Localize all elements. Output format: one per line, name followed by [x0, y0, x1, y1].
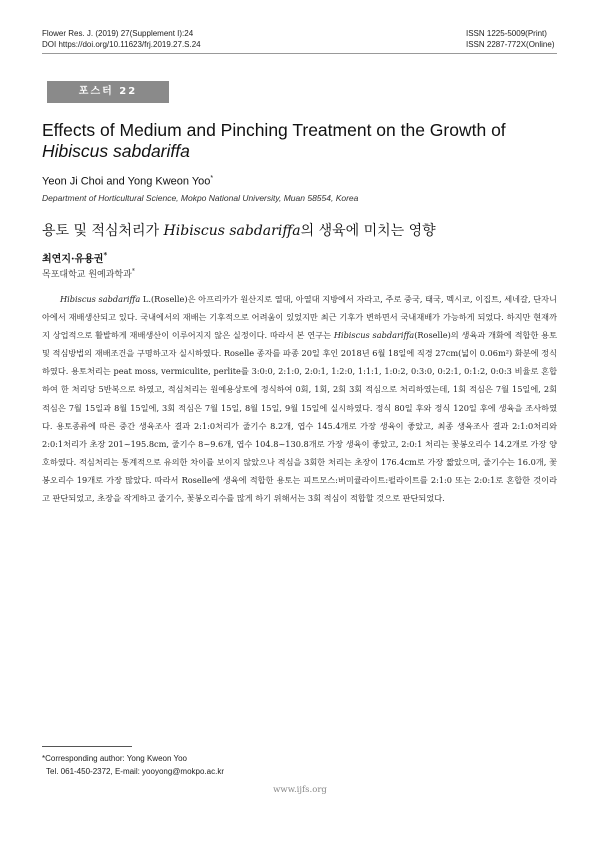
footnote-contact: Tel. 061-450-2372, E-mail: yooyong@mokpo.ac.kr: [46, 767, 224, 776]
authors-korean-names: 최연지·유용권: [42, 254, 104, 265]
issn-online: ISSN 2287-772X(Online): [466, 40, 555, 49]
title-english-species: Hibiscus sabdariffa: [42, 141, 190, 161]
affiliation-korean-mark: *: [131, 268, 135, 275]
authors-korean-mark: *: [103, 250, 108, 260]
abstract-paragraph: [42, 290, 557, 507]
title-korean-before: 용토 및 적심처리가: [42, 223, 164, 239]
journal-website[interactable]: www.ijfs.org: [273, 785, 327, 795]
affiliation-korean-text: 목포대학교 원예과학과: [42, 270, 132, 280]
authors-korean: [42, 250, 107, 265]
affiliation-english: Department of Horticultural Science, Mokpo National University, Muan 58554, Korea: [42, 193, 359, 203]
footnote-divider: [42, 746, 132, 747]
abstract: [42, 290, 557, 507]
abstract-text-2: (Roselle)의 생육과 개화에 적합한 용토 및 적심방법의 재배조건을 구명하고자 실시하였다. Roselle 종자를 파종 20일 후인 2018년 6월 18일에 직경 27cm(넓이 0.06m²) 화분에 정식하였다. 용토처리는 peat moss, vermiculite, perlite를 3:0:0, 2:1:0, 2:0:1, 1:2:0, 1:1:1, 1:0:2, 0:3:0, 0:2:1, 0:1:2, 0:0:3 비율로 혼합하여 한 처리당 5반복으로 하였고, 적심처리는 원예용상토에 정식하여 0회, 1회, 2회 3회 적심으로 처리하였는데, 1회 적심은 7월 15일에, 2회 적심은 7월 15일과 8월 15일에, 3회 적심은 7월 15일, 8월 15일, 9월 15일에 실시하였다. 정식 80일 후와 정식 120일 후에 생육을 조사하였다. 용토종류에 따른 중간 생육조사 결과 2:1:0처리가 줄기수 8.2개, 엽수 145.4개로 가장 생육이 좋았고, 최종 생육조사 결과 2:1:0처리와 2:0:1처리가 초장 201~195.8cm, 줄기수 8~9.6개, 엽수 104.8~130.8개로 가장 생육이 좋았고, 2:0:1 처리는 꽃봉오리수 14.2개로 가장 양호하였다. 적심처리는 통계적으로 유의한 차이를 보이지 않았으나 적심을 3회한 처리는 초장이 176.4cm로 가장 짧았으며, 줄기수는 16.0개, 꽃봉오리수 19개로 가장 많았다. 따라서 Roselle에 생육에 적합한 용토는 피트모스:버미큘라이트:펄라이트를 2:1:0 또는 2:0:1로 혼합한 것이라고 판단되었고, 초장을 작게하고 줄기수, 꽃봉오리수를 많게 하기 위해서는 3회 적심이 적합할 것으로 판단되었다.: [42, 330, 557, 504]
issn-print: ISSN 1225-5009(Print): [466, 29, 547, 38]
authors-english: [42, 175, 213, 188]
abstract-text-1: L.(Roselle)은 아프리카가 원산지로 열대, 아열대 지방에서 자라고, 주로 중국, 태국, 멕시코, 이집트, 세네갈, 단자니아에서 재배생산되고 있다. 국내에서의 재배는 기후적으로 어려움이 있었지만 최근 기후가 변하면서 국내재배가 가능하게 되었다. 하지만 현재까지 상업적으로 활발하게 재배생산이 이루어지지 않은 실정이다. 따라서 본 연구는: [42, 294, 557, 341]
journal-header-right: [466, 28, 555, 50]
abstract-species-1: Hibiscus sabdariffa: [60, 294, 141, 304]
corresponding-mark: *: [210, 175, 214, 182]
header-divider: [42, 53, 557, 54]
authors-english-names: Yeon Ji Choi and Yong Kweon Yoo: [42, 175, 211, 188]
footnote: [42, 752, 224, 778]
title-english: [42, 120, 557, 162]
doi-link[interactable]: DOI https://doi.org/10.11623/frj.2019.27.S.24: [42, 40, 201, 49]
title-korean: [42, 220, 436, 240]
title-korean-after: 의 생육에 미치는 영향: [300, 223, 436, 239]
affiliation-korean: [42, 267, 135, 280]
title-english-text: Effects of Medium and Pinching Treatment on the Growth of: [42, 120, 506, 140]
title-korean-species: Hibiscus sabdariffa: [163, 223, 301, 239]
journal-citation: Flower Res. J. (2019) 27(Supplement I):24: [42, 29, 194, 38]
footnote-author: *Corresponding author: Yong Kweon Yoo: [42, 754, 188, 763]
abstract-species-2: Hibiscus sabdariffa: [333, 330, 415, 341]
journal-header-left: [42, 28, 201, 50]
poster-label: 포스터 22: [47, 81, 169, 103]
